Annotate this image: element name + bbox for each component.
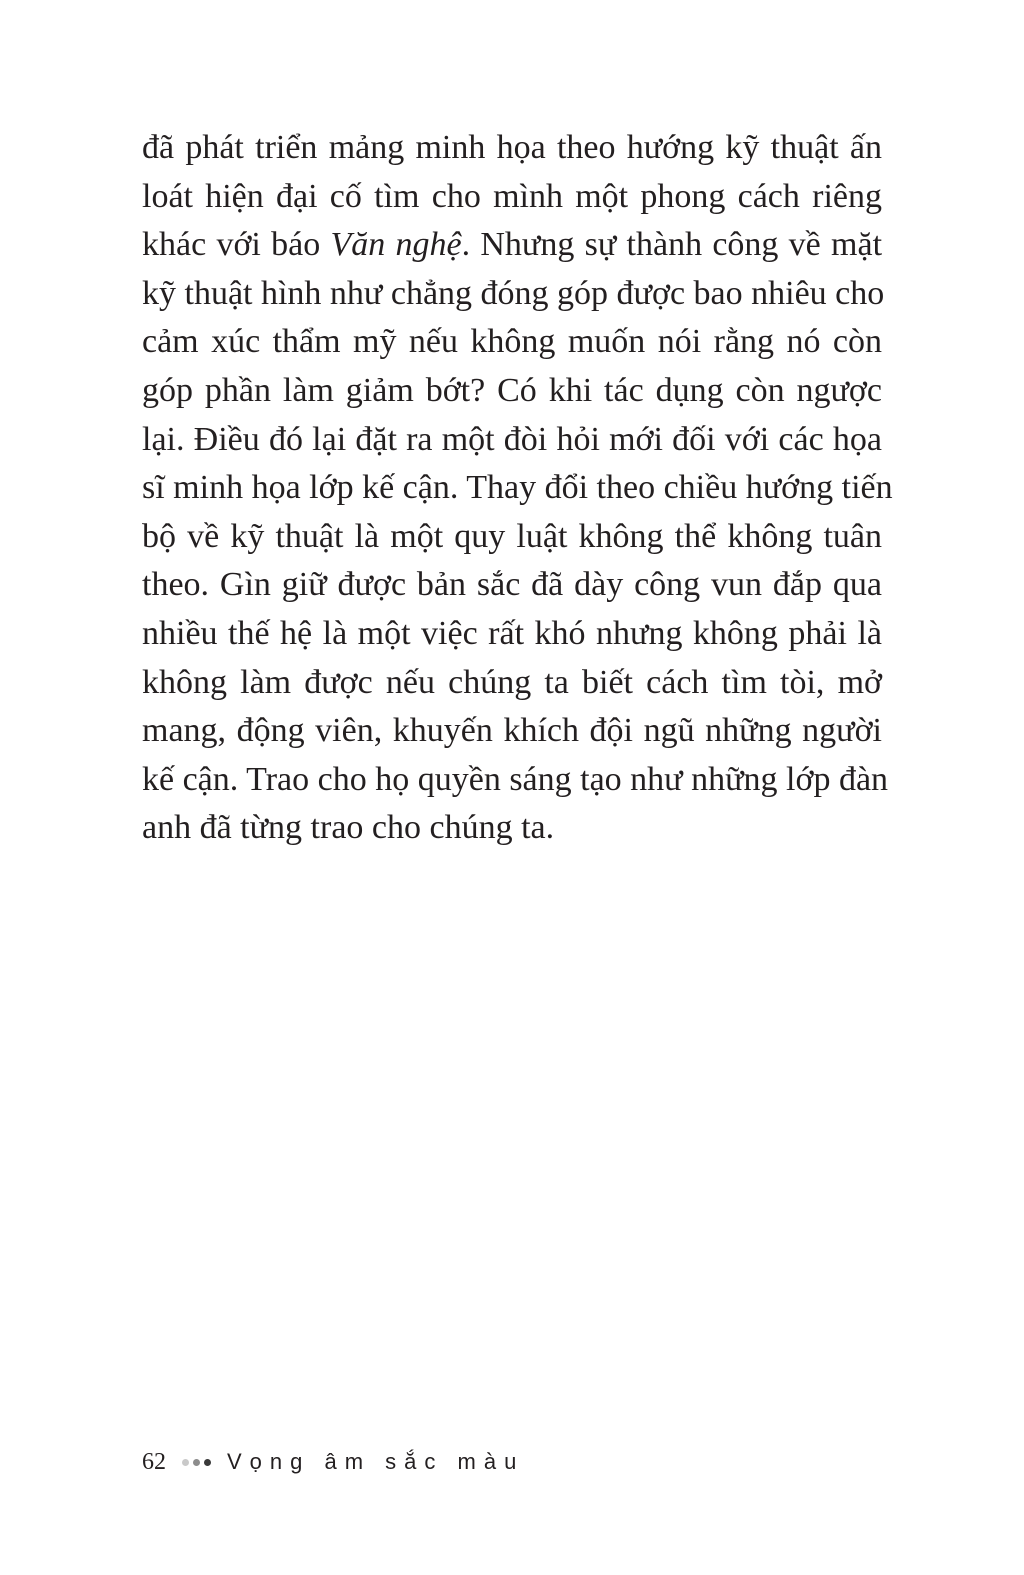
text-line: đã phát triển mảng minh họa theo hướng kỹ thuật ấn bbox=[142, 129, 882, 166]
text-line: góp phần làm giảm bớt? Có khi tác dụng còn ngược bbox=[142, 371, 882, 409]
page-number: 62 bbox=[142, 1448, 166, 1475]
running-title: Vọng âm sắc màu bbox=[227, 1449, 525, 1474]
text-fragment: . bbox=[461, 226, 481, 264]
text-line: cảm xúc thẩm mỹ nếu không muốn nói rằng nó còn bbox=[142, 323, 882, 361]
text-line: sĩ minh họa lớp kế cận. Thay đổi theo chiều hướng tiến bbox=[142, 469, 893, 507]
text-line: không làm được nếu chúng ta biết cách tìm tòi, mở bbox=[142, 663, 882, 701]
text-fragment: Nhưng sự thành công về mặt bbox=[480, 226, 883, 264]
dot-icon bbox=[193, 1459, 200, 1466]
text-line: mang, động viên, khuyến khích đội ngũ những người bbox=[142, 712, 882, 750]
text-line: lại. Điều đó lại đặt ra một đòi hỏi mới đối với các họa bbox=[142, 420, 882, 458]
text-line: bộ về kỹ thuật là một quy luật không thể không tuân bbox=[142, 517, 882, 555]
page-footer bbox=[142, 1444, 524, 1480]
italic-title: Văn nghệ bbox=[330, 226, 462, 264]
footer-dots-ornament bbox=[182, 1459, 211, 1466]
body-text bbox=[142, 124, 893, 853]
text-line bbox=[142, 221, 882, 270]
text-fragment: khác với báo bbox=[142, 226, 331, 264]
text-line: nhiều thế hệ là một việc rất khó nhưng không phải là bbox=[142, 614, 882, 652]
text-line: loát hiện đại cố tìm cho mình một phong cách riêng bbox=[142, 177, 882, 215]
text-line: anh đã từng trao cho chúng ta. bbox=[142, 809, 555, 847]
text-line: theo. Gìn giữ được bản sắc đã dày công vun đắp qua bbox=[142, 566, 882, 604]
text-line: kế cận. Trao cho họ quyền sáng tạo như những lớp đàn bbox=[142, 760, 889, 798]
dot-icon bbox=[182, 1459, 189, 1466]
dot-icon bbox=[204, 1459, 211, 1466]
text-line: kỹ thuật hình như chẳng đóng góp được bao nhiêu cho bbox=[142, 274, 885, 312]
